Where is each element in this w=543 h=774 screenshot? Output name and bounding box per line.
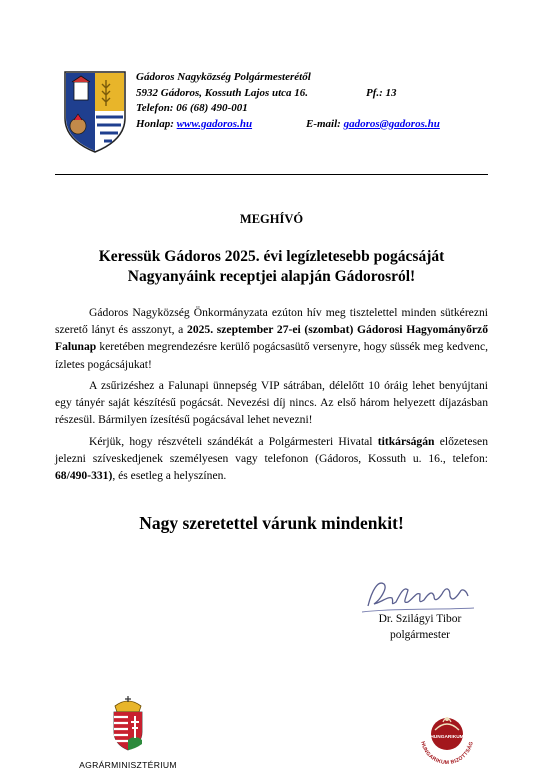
paragraph-registration (55, 433, 488, 485)
letterhead (60, 68, 500, 158)
p3-phone: 68/490-331) (55, 469, 113, 483)
signer-title: polgármester (389, 628, 451, 641)
p3-text-e: , és esetleg a helyszínen. (112, 469, 227, 483)
document-title: MEGHÍVÓ (239, 212, 304, 226)
document-subtitle (55, 247, 488, 287)
p1-text-a: Gádoros Nagyközség Önkormányzata ezúton hív meg tisztelettel minden sütkérezni szerető lányt és asszonyt, a (55, 306, 488, 337)
po-box: Pf.: 13 (366, 86, 397, 99)
signer-block (360, 612, 480, 643)
hungarikum-wordmark: HUNGARIKUM (430, 735, 464, 740)
subtitle-line-2: Nagyanyáink receptjei alapján Gádorosról! (127, 268, 416, 285)
header-divider (55, 174, 488, 175)
ministry-name: AGRÁRMINISZTÉRIUM (79, 760, 177, 770)
web-label: Honlap: (136, 117, 174, 130)
hungarian-crest-icon (109, 696, 147, 752)
gadoros-coat-of-arms (60, 68, 130, 154)
office-name: Gádoros Nagyközség Polgármesterétől (136, 71, 311, 83)
closing-line: Nagy szeretettel várunk mindenkit! (139, 513, 404, 533)
email-label: E-mail: (306, 117, 341, 130)
paragraph-invitation (55, 304, 488, 373)
hungarikum-bizottsag-logo (413, 704, 481, 772)
hungarikum-ring-text: HUNGARIKUM BIZOTTSÁG (419, 740, 475, 767)
signer-name: Dr. Szilágyi Tibor (378, 613, 462, 625)
p1-text-c: keretében megrendezésre kerülő pogácsasütő versenyre, hogy süssék meg kedvenc, ízletes pogácsájukat! (55, 340, 488, 371)
letterhead-text (136, 70, 440, 132)
office-phone: Telefon: 06 (68) 490-001 (136, 102, 248, 114)
website-link[interactable]: www.gadoros.hu (176, 117, 253, 130)
email-link[interactable]: gadoros@gadoros.hu (343, 117, 440, 130)
paragraph-judging: A zsűrizéshez a Falunapi ünnepség VIP sátrában, délelőtt 10 óráig lehet benyújtani egy tányér saját készítésű pogácsát. Nevezési díj nincs. Az első három helyezett díjazásban részesül. Bármilyen ízesítésű pogácsával lehet nevezni! (55, 379, 488, 427)
office-address: 5932 Gádoros, Kossuth Lajos utca 16. (136, 86, 309, 99)
agrarminiszterium-logo (73, 696, 183, 770)
p3-text-a: Kérjük, hogy részvételi szándékát a Polgármesteri Hivatal (89, 435, 378, 448)
p3-text-c: előzetesen jelezni szíveskedjenek személyesen vagy telefonon (Gádoros, Kossuth u. 16., telefon: (55, 435, 488, 466)
p1-event-date: 2025. szeptember 27-ei (szombat) Gádorosi Hagyományőrző Falunap (55, 323, 488, 354)
subtitle-line-1: Keressük Gádoros 2025. évi legízletesebb pogácsáját (98, 248, 445, 265)
p3-secretariat: titkárságán (377, 435, 435, 448)
